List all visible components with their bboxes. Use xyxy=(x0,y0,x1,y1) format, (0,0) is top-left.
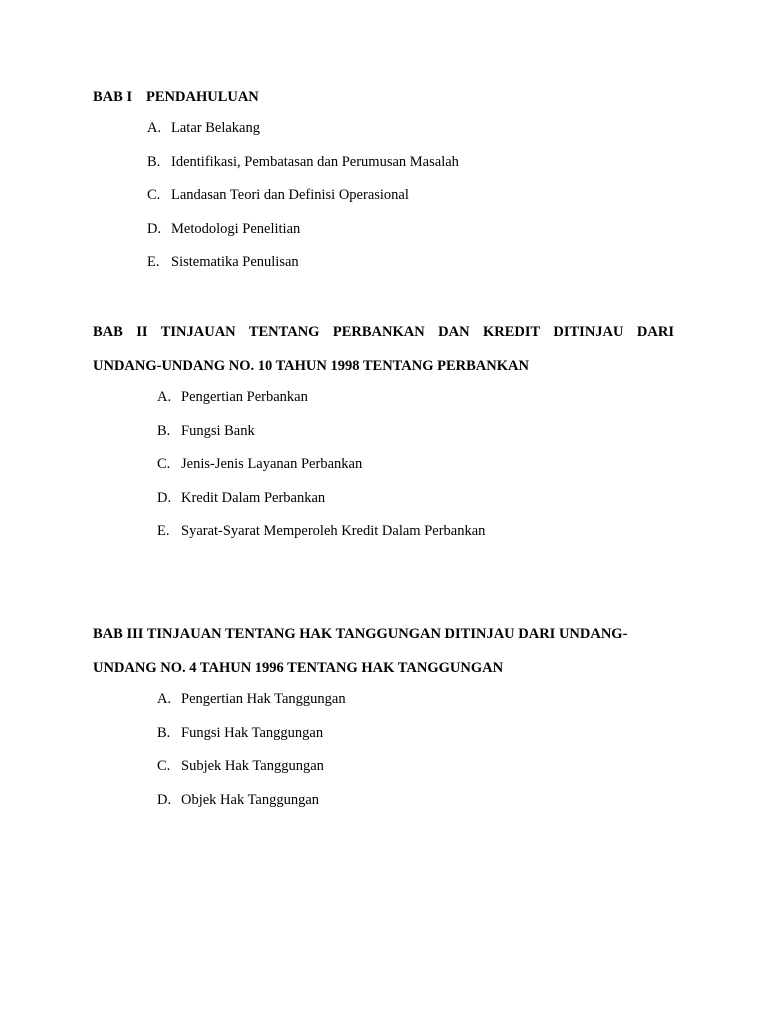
chapter-title: PENDAHULUAN xyxy=(146,89,259,105)
list-item-text: Syarat-Syarat Memperoleh Kredit Dalam Perbankan xyxy=(181,523,486,540)
list-marker: E. xyxy=(147,254,160,271)
chapter-3-subsection-list xyxy=(157,683,346,817)
list-item xyxy=(157,381,485,415)
list-item-text: Kredit Dalam Perbankan xyxy=(181,489,326,506)
list-item xyxy=(157,415,485,449)
list-item xyxy=(147,213,459,247)
list-marker: A. xyxy=(147,120,162,136)
list-item-text: Subjek Hak Tanggungan xyxy=(181,758,324,775)
list-marker: E. xyxy=(157,523,170,540)
chapter-2-subsection-list xyxy=(157,381,485,549)
list-marker: D. xyxy=(157,489,172,506)
chapter-heading-line: UNDANG-UNDANG NO. 10 TAHUN 1998 TENTANG PERBANKAN xyxy=(93,358,529,374)
list-item xyxy=(157,784,346,818)
list-item xyxy=(147,246,459,280)
chapter-heading-line: BAB III TINJAUAN TENTANG HAK TANGGUNGAN DITINJAU DARI UNDANG- xyxy=(93,626,628,642)
list-item xyxy=(157,515,485,549)
list-item-text: Jenis-Jenis Layanan Perbankan xyxy=(181,456,363,473)
list-marker: C. xyxy=(157,456,171,473)
list-item xyxy=(147,146,459,180)
list-item-text: Sistematika Penulisan xyxy=(171,254,299,271)
list-marker: B. xyxy=(147,153,161,170)
list-item xyxy=(157,683,346,717)
list-item xyxy=(157,717,346,751)
list-item xyxy=(157,482,485,516)
list-item-text: Objek Hak Tanggungan xyxy=(181,791,320,808)
list-marker: C. xyxy=(147,187,161,204)
list-marker: B. xyxy=(157,724,171,741)
list-marker: D. xyxy=(157,791,172,808)
list-item-text: Metodologi Penelitian xyxy=(171,220,301,237)
list-item xyxy=(157,448,485,482)
list-item-text: Identifikasi, Pembatasan dan Perumusan Masalah xyxy=(171,153,459,170)
list-item-text: Fungsi Bank xyxy=(181,422,255,439)
chapter-number: BAB I xyxy=(93,89,133,105)
list-marker: D. xyxy=(147,220,162,237)
list-item-text: Landasan Teori dan Definisi Operasional xyxy=(171,187,409,204)
chapter-heading-bab-2 xyxy=(93,315,674,383)
list-item xyxy=(157,750,346,784)
list-item-text: Fungsi Hak Tanggungan xyxy=(181,724,324,741)
chapter-heading-bab-3 xyxy=(93,617,674,685)
list-item xyxy=(147,112,459,146)
list-marker: C. xyxy=(157,758,171,775)
list-marker: A. xyxy=(157,691,172,707)
chapter-heading-bab-1 xyxy=(93,80,674,114)
list-item-text: Pengertian Perbankan xyxy=(181,389,308,405)
chapter-heading-line: BAB II TINJAUAN TENTANG PERBANKAN DAN KREDIT DITINJAU DARI xyxy=(93,324,674,340)
chapter-heading-line: UNDANG NO. 4 TAHUN 1996 TENTANG HAK TANGGUNGAN xyxy=(93,660,504,676)
chapter-1-subsection-list xyxy=(147,112,459,280)
list-marker: A. xyxy=(157,389,172,405)
list-marker: B. xyxy=(157,422,171,439)
list-item-text: Latar Belakang xyxy=(171,120,260,136)
list-item-text: Pengertian Hak Tanggungan xyxy=(181,691,346,707)
list-item xyxy=(147,179,459,213)
